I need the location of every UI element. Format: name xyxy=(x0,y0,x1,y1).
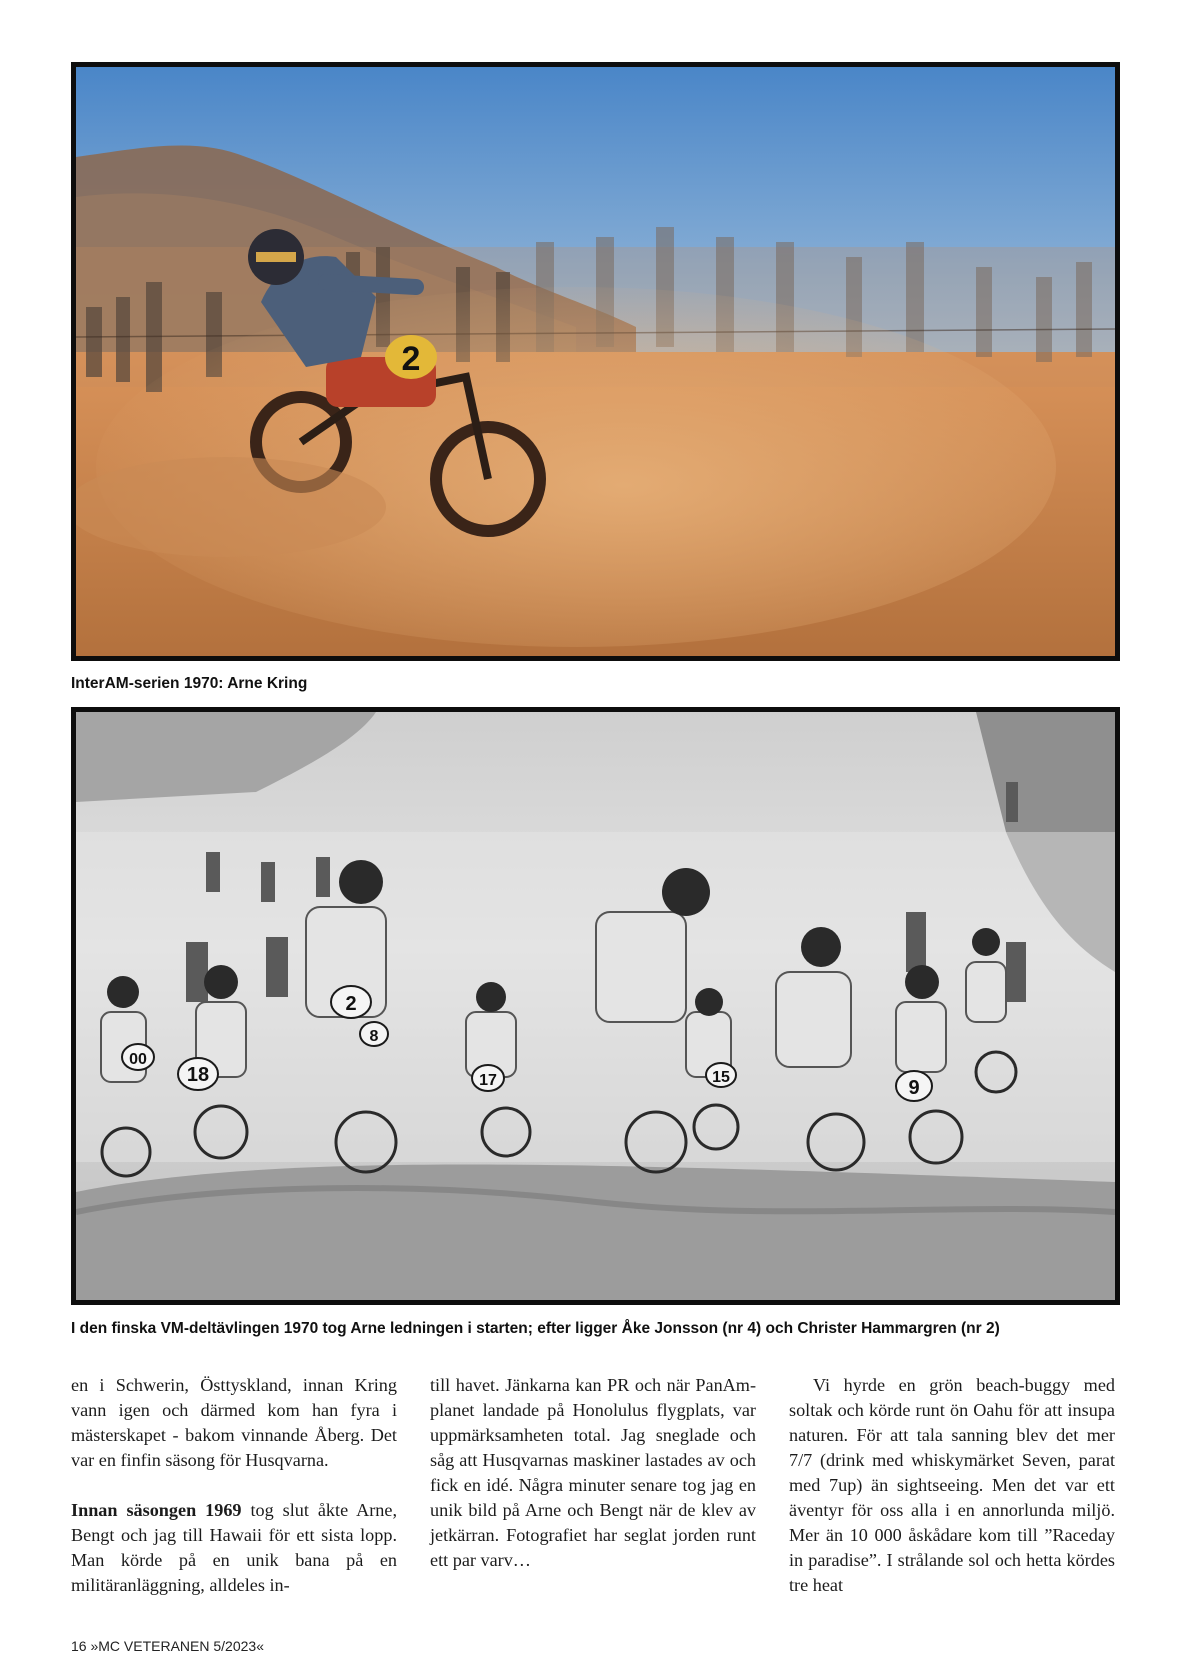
paragraph-text: tog slut åkte Arne, Bengt och jag till Hawaii för ett sista lopp. Man körde på en unik bana på en militäranläggning, alldeles in- xyxy=(71,1500,397,1595)
svg-text:00: 00 xyxy=(129,1051,147,1068)
plate-17 xyxy=(472,1065,504,1091)
plate-00 xyxy=(122,1044,154,1070)
article-column-3 xyxy=(789,1373,1115,1598)
photo-interam-1970 xyxy=(71,62,1120,661)
article-column-1 xyxy=(71,1373,397,1598)
photo-caption-2: I den finska VM-deltävlingen 1970 tog Arne ledningen i starten; efter ligger Åke Jonsson (nr 4) och Christer Hammargren (nr 2) xyxy=(71,1320,1000,1337)
paragraph-lead: Innan säsongen 1969 xyxy=(71,1500,242,1520)
svg-text:15: 15 xyxy=(712,1069,730,1086)
paragraph xyxy=(71,1498,397,1598)
svg-text:2: 2 xyxy=(345,993,357,1015)
svg-text:17: 17 xyxy=(479,1072,497,1089)
article-column-2 xyxy=(430,1373,756,1573)
paragraph: till havet. Jänkarna kan PR och när PanAm-planet landade på Honolulus flygplats, var uppmärksamheten total. Jag sneglade och såg att Husqvarnas maskiner lastades av och fick en idé. Några minuter senare tog jag en unik bild på Arne och Bengt när de klev av jetkärran. Fotografiet har seglat jorden runt ett par varv… xyxy=(430,1375,756,1570)
photo-finska-vm-1970 xyxy=(71,707,1120,1305)
svg-text:9: 9 xyxy=(908,1077,920,1099)
plate-8 xyxy=(360,1022,388,1046)
paragraph: Vi hyrde en grön beach-buggy med soltak och körde runt ön Oahu för att insupa naturen. För att tala sanning blev det mer 7/7 (drink med whiskymärket Seven, parat med 7up) än sightseeing. Men det var ett äventyr för oss alla i en annorlunda miljö. Mer än 10 000 åskådare kom till ”Raceday in paradise”. I strålande sol och hetta kördes tre heat xyxy=(789,1375,1115,1595)
plate-9 xyxy=(896,1071,932,1101)
svg-text:18: 18 xyxy=(186,1064,210,1086)
plate-2 xyxy=(331,986,371,1018)
motocross-bw-photo xyxy=(76,712,1115,1300)
page-footer: 16 »MC VETERANEN 5/2023« xyxy=(71,1638,264,1654)
paragraph: en i Schwerin, Östtyskland, innan Kring vann igen och därmed kom han fyra i mästerskapet - bakom vinnande Åberg. Det var en finfin säsong för Husqvarna. xyxy=(71,1375,397,1470)
number-plate: 2 xyxy=(401,340,421,378)
motocross-color-photo xyxy=(76,67,1115,656)
photo-caption-1: InterAM-serien 1970: Arne Kring xyxy=(71,675,308,692)
svg-text:8: 8 xyxy=(369,1028,379,1045)
plate-15 xyxy=(706,1063,736,1087)
plate-18 xyxy=(178,1058,218,1090)
